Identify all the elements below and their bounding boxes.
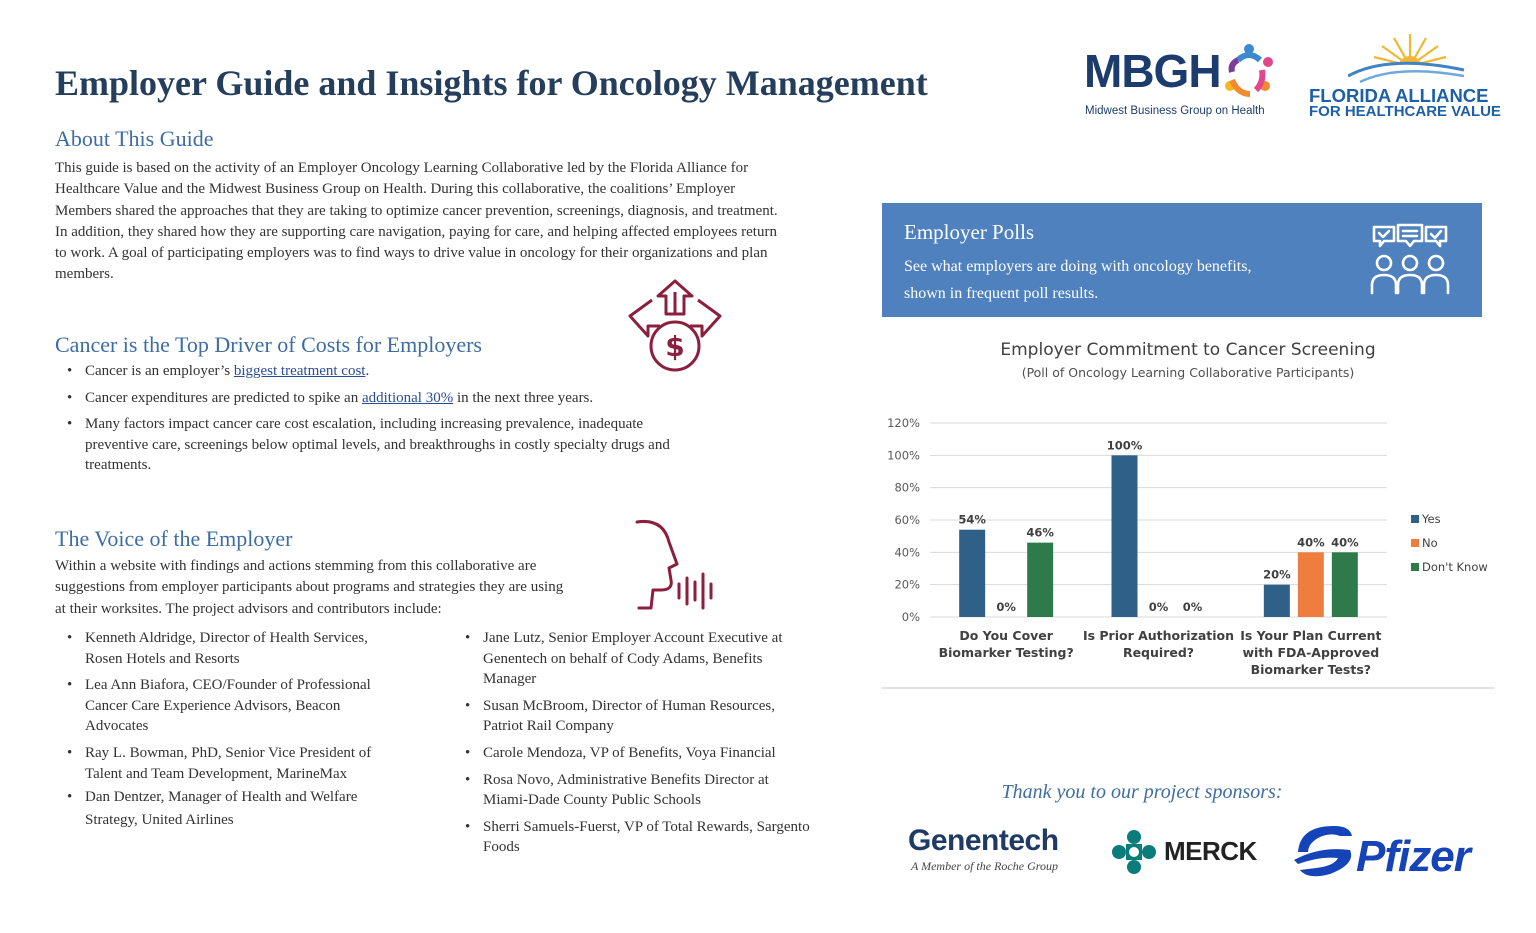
sunrise-icon bbox=[1348, 30, 1468, 85]
about-line: members. bbox=[55, 266, 114, 283]
voice-heading: The Voice of the Employer bbox=[55, 526, 293, 551]
legend-swatch bbox=[1411, 539, 1419, 547]
legend-swatch bbox=[1411, 563, 1419, 571]
y-tick-label: 100% bbox=[887, 448, 920, 463]
chart-bar bbox=[1112, 455, 1138, 617]
contributor-line: Patriot Rail Company bbox=[483, 718, 614, 735]
x-category-label: Is Prior Authorization bbox=[1082, 628, 1235, 643]
list-item bbox=[55, 787, 435, 830]
florida-alliance-line1: FLORIDA ALLIANCE bbox=[1309, 85, 1489, 106]
page-title: Employer Guide and Insights for Oncology Management bbox=[55, 63, 928, 103]
chart-bar bbox=[1332, 552, 1358, 617]
voice-line: at their worksites. The project advisors and contributors include: bbox=[55, 600, 442, 617]
bullet-text: treatments. bbox=[85, 457, 152, 474]
contributor-line: Cancer Care Experience Advisors, Beacon bbox=[85, 697, 341, 714]
voice-line: Within a website with findings and actions stemming from this collaborative are bbox=[55, 558, 537, 574]
bullet-text: . bbox=[365, 363, 370, 379]
contributor-line: • Susan McBroom, Director of Human Resources, bbox=[483, 697, 776, 714]
about-line: Healthcare Value and the Midwest Business Group on Health. During this collaborative, the coalitions’ Employer bbox=[55, 181, 736, 198]
bullet-text: preventive care, screenings below optimal levels, and breakthroughs in costly specialty drugs and bbox=[85, 436, 670, 453]
pfizer-logo bbox=[1290, 818, 1480, 894]
list-item bbox=[55, 414, 755, 476]
y-tick-label: 120% bbox=[887, 416, 920, 430]
list-item bbox=[55, 743, 435, 784]
employer-polls-banner bbox=[882, 203, 1482, 317]
cancer-costs-list bbox=[55, 361, 755, 476]
bar-data-label: 0% bbox=[996, 600, 1016, 614]
list-item bbox=[55, 361, 755, 382]
contributors-left-list bbox=[55, 628, 435, 830]
legend-label: Don't Know bbox=[1422, 560, 1488, 574]
list-item bbox=[453, 696, 853, 737]
about-line: In addition, they shared how they are supporting care navigation, paying for care, and helping affected employees return bbox=[55, 223, 777, 240]
biggest-treatment-cost-link[interactable]: biggest treatment cost bbox=[233, 363, 366, 379]
legend-swatch bbox=[1411, 515, 1419, 523]
contributor-line: Strategy, United Airlines bbox=[85, 811, 234, 828]
contributor-line: • Rosa Novo, Administrative Benefits Director at bbox=[483, 771, 769, 788]
list-item bbox=[453, 743, 853, 764]
screening-bar-chart bbox=[882, 405, 1494, 690]
about-paragraph bbox=[55, 158, 855, 286]
y-tick-label: 40% bbox=[894, 545, 920, 560]
contributor-line: Foods bbox=[483, 839, 520, 856]
x-category-label: Required? bbox=[1122, 645, 1195, 660]
polls-title: Employer Polls bbox=[904, 220, 1035, 244]
mbgh-logo-tagline: Midwest Business Group on Health bbox=[1085, 105, 1265, 117]
contributor-line: • Jane Lutz, Senior Employer Account Executive at bbox=[483, 630, 783, 646]
bullet-text: Cancer expenditures are predicted to spike an bbox=[85, 389, 362, 406]
contributor-line: Advocates bbox=[85, 718, 149, 735]
mbgh-people-icon bbox=[1220, 42, 1278, 102]
contributor-line: • Dan Dentzer, Manager of Health and Welfare bbox=[85, 789, 358, 806]
polls-subtitle-line: shown in frequent poll results. bbox=[904, 285, 1099, 302]
genentech-logo-text: Genentech bbox=[908, 824, 1059, 857]
pfizer-helix-icon bbox=[1290, 820, 1362, 880]
merck-logo bbox=[1112, 830, 1262, 876]
bar-data-label: 20% bbox=[1263, 567, 1291, 582]
contributor-line: Manager bbox=[483, 671, 537, 688]
merck-logo-text: MERCK bbox=[1164, 836, 1257, 866]
polls-subtitle-line: See what employers are doing with oncology benefits, bbox=[904, 258, 1252, 275]
x-category-label: with FDA-Approved bbox=[1242, 645, 1380, 660]
list-item bbox=[55, 388, 755, 409]
contributor-line: • Carole Mendoza, VP of Benefits, Voya Financial bbox=[483, 744, 776, 761]
list-item bbox=[453, 770, 853, 811]
additional-30-link[interactable]: additional 30% bbox=[361, 389, 454, 406]
mbgh-logo bbox=[1084, 42, 1284, 122]
contributor-line: Miami-Dade County Public Schools bbox=[483, 792, 701, 809]
merck-mark-icon bbox=[1112, 830, 1156, 874]
legend-label: No bbox=[1422, 536, 1438, 550]
contributor-line: • Ray L. Bowman, PhD, Senior Vice President of bbox=[85, 744, 372, 761]
sponsors-thanks: Thank you to our project sponsors: bbox=[1001, 781, 1283, 803]
x-category-label: Is Your Plan Current bbox=[1240, 628, 1382, 643]
poll-voting-icon bbox=[1370, 221, 1450, 299]
x-category-label: Biomarker Tests? bbox=[1250, 662, 1372, 677]
chart-bar bbox=[959, 530, 985, 617]
bar-data-label: 54% bbox=[958, 512, 986, 527]
x-category-label: Do You Cover bbox=[959, 628, 1053, 643]
y-tick-label: 60% bbox=[894, 513, 920, 527]
bar-data-label: 0% bbox=[1148, 600, 1169, 614]
voice-paragraph bbox=[55, 556, 563, 620]
bullet-text: • Many factors impact cancer care cost escalation, including increasing prevalence, inadequate bbox=[85, 416, 644, 433]
florida-alliance-line2: FOR HEALTHCARE VALUE bbox=[1309, 103, 1501, 120]
contributor-line: • Sherri Samuels-Fuerst, VP of Total Rewards, Sargento bbox=[483, 818, 810, 835]
mbgh-logo-mark: MBGH bbox=[1084, 45, 1221, 97]
chart-title: Employer Commitment to Cancer Screening bbox=[1000, 340, 1376, 360]
polls-subtitle bbox=[904, 253, 1304, 307]
bullet-text: Cancer is an employer’s bbox=[85, 363, 234, 379]
bar-data-label: 40% bbox=[1297, 535, 1325, 550]
chart-bar bbox=[1264, 585, 1290, 617]
voice-speaking-icon bbox=[633, 518, 719, 612]
florida-alliance-logo bbox=[1308, 30, 1501, 122]
contributor-line: • Lea Ann Biafora, CEO/Founder of Professional bbox=[85, 677, 371, 694]
bar-data-label: 0% bbox=[1182, 600, 1203, 614]
about-line: to work. A goal of participating employers was to find ways to drive value in oncology for their organizations and plan bbox=[55, 245, 768, 262]
list-item bbox=[453, 817, 853, 858]
y-tick-label: 80% bbox=[894, 480, 920, 495]
list-item bbox=[55, 675, 435, 737]
x-category-label: Biomarker Testing? bbox=[938, 645, 1074, 660]
chart-subtitle: (Poll of Oncology Learning Collaborative Participants) bbox=[1021, 365, 1355, 380]
about-line: Members shared the approaches that they are taking to optimize cancer prevention, screenings, diagnosis, and treatment. bbox=[55, 202, 778, 219]
contributors-right-list bbox=[453, 628, 853, 858]
bar-data-label: 46% bbox=[1026, 525, 1054, 540]
contributor-line: • Kenneth Aldridge, Director of Health Services, bbox=[85, 630, 368, 646]
cancer-costs-heading: Cancer is the Top Driver of Costs for Employers bbox=[55, 332, 482, 357]
chart-bar bbox=[1298, 552, 1324, 617]
contributor-line: Genentech on behalf of Cody Adams, Benefits bbox=[483, 650, 763, 667]
y-tick-label: 0% bbox=[901, 610, 920, 624]
about-heading: About This Guide bbox=[55, 126, 214, 151]
genentech-logo bbox=[908, 824, 1088, 874]
bullet-text: in the next three years. bbox=[453, 389, 594, 406]
bar-data-label: 100% bbox=[1106, 438, 1143, 453]
cost-increase-icon bbox=[626, 278, 724, 374]
about-line: This guide is based on the activity of an Employer Oncology Learning Collaborative led by the Florida Alliance for bbox=[55, 160, 749, 176]
list-item bbox=[453, 628, 853, 690]
contributor-line: Talent and Team Development, MarineMax bbox=[85, 765, 348, 782]
legend-label: Yes bbox=[1422, 512, 1441, 526]
voice-line: suggestions from employer participants about programs and strategies they are using bbox=[55, 579, 564, 596]
svg-text:$: $ bbox=[665, 330, 685, 363]
list-item bbox=[55, 628, 435, 669]
pfizer-logo-text: Pfizer bbox=[1356, 832, 1470, 881]
bar-data-label: 40% bbox=[1331, 535, 1359, 550]
y-tick-label: 20% bbox=[894, 577, 920, 592]
genentech-logo-tagline: A Member of the Roche Group bbox=[911, 859, 1058, 873]
contributor-line: Rosen Hotels and Resorts bbox=[85, 650, 240, 667]
chart-bar bbox=[1027, 543, 1053, 617]
